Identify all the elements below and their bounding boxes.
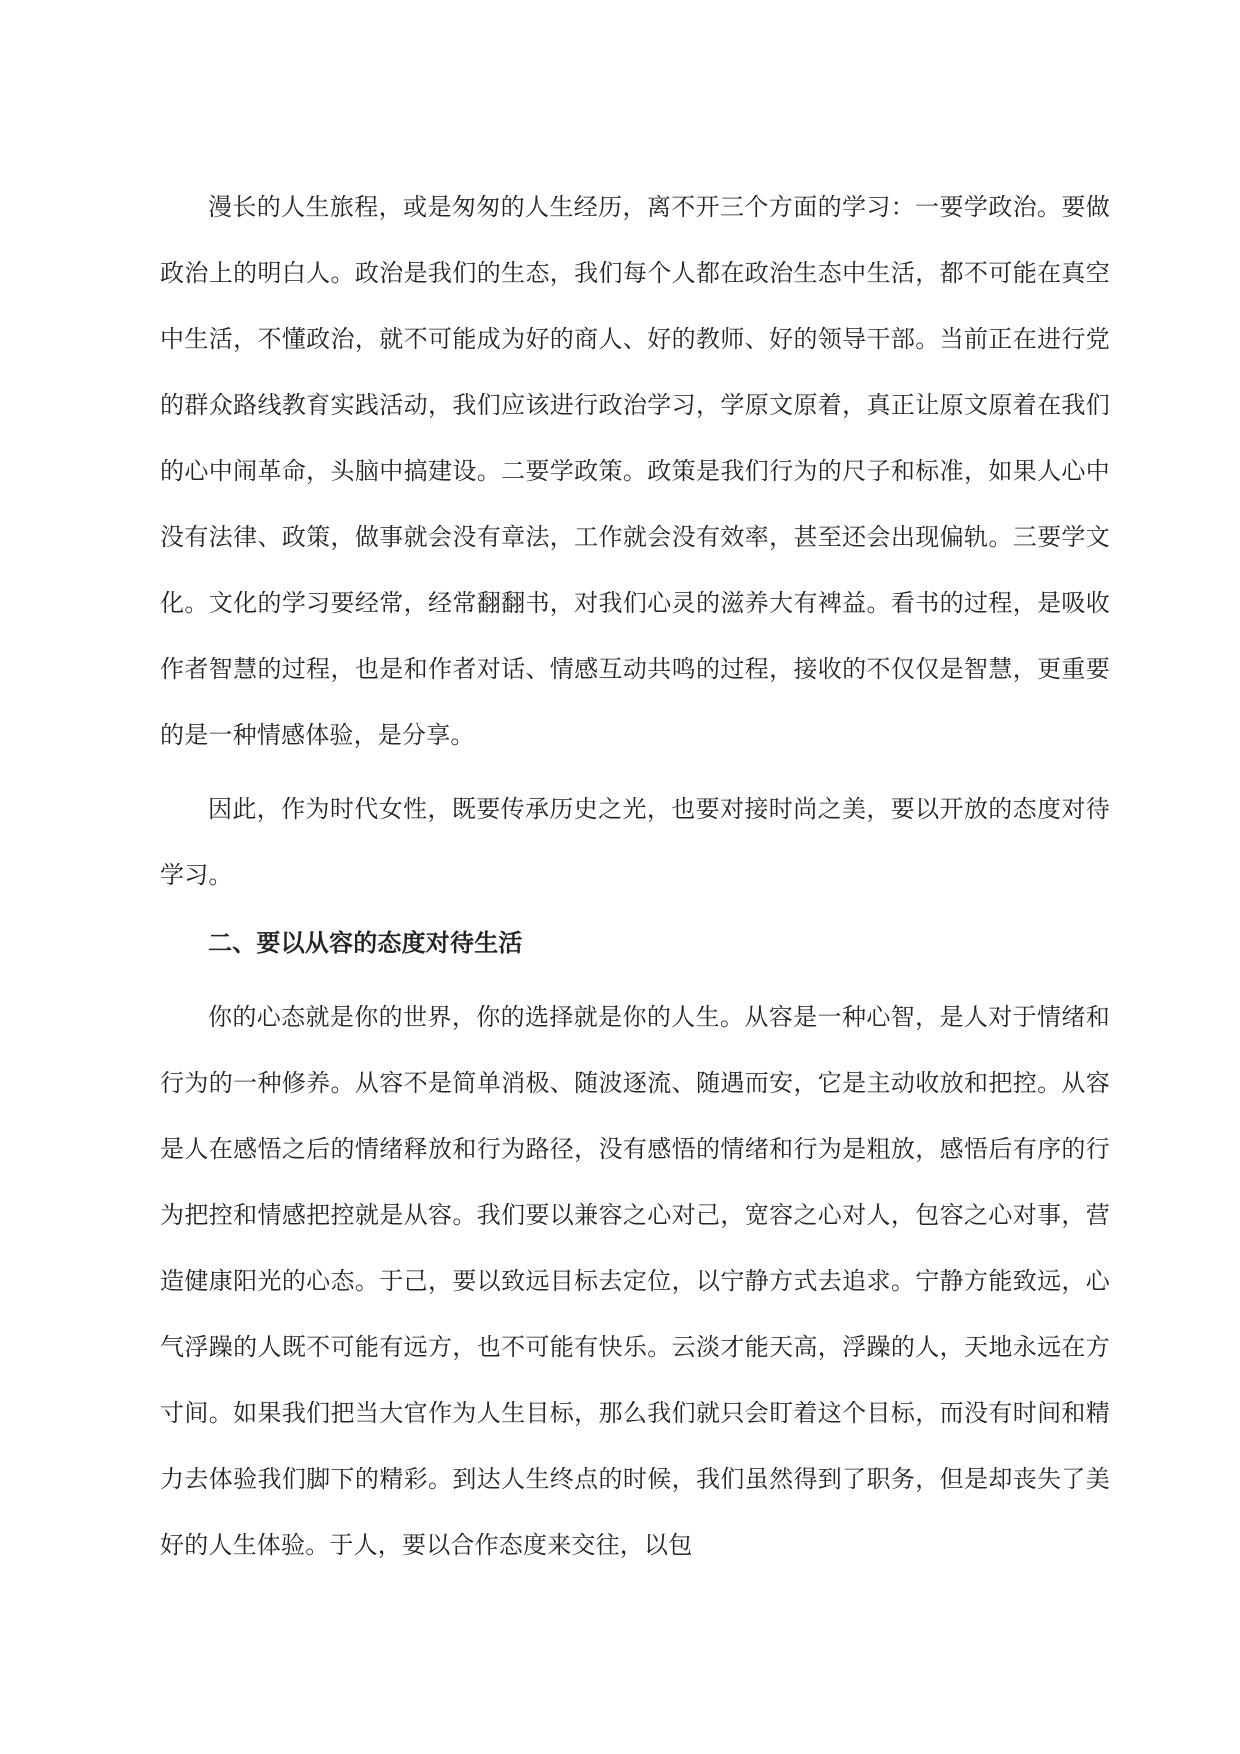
paragraph-conclusion: 因此，作为时代女性，既要传承历史之光，也要对接时尚之美，要以开放的态度对待学习。 — [160, 795, 1110, 889]
paragraph-composure: 你的心态就是你的世界，你的选择就是你的人生。从容是一种心智，是人对于情绪和行为的一种修养。从容不是简单消极、随波逐流、随遇而安，它是主动收放和把控。从容是人在感悟之后的情绪释放和行为路径，没有感悟的情绪和行为是粗放，感悟后有序的行为把控和情感把控就是从容。我们要以兼容之心对己，宽容之心对人，包容之心对事，营造健康阳光的心态。于己，要以致远目标去定位，以宁静方式去追求。宁静方能致远，心气浮躁的人既不可能有远方，也不可能有快乐。云淡才能天高，浮躁的人，天地永远在方寸间。如果我们把当大官作为人生目标，那么我们就只会盯着这个目标，而没有时间和精力去体验我们脚下的精彩。到达人生终点的时候，我们虽然得到了职务，但是却丧失了美好的人生体验。于人，要以合作态度来交往，以包 — [160, 1003, 1110, 1559]
paragraph-learning: 漫长的人生旅程，或是匆匆的人生经历，离不开三个方面的学习：一要学政治。要做政治上的明白人。政治是我们的生态，我们每个人都在政治生态中生活，都不可能在真空中生活，不懂政治，就不可能成为好的商人、好的教师、好的领导干部。当前正在进行党的群众路线教育实践活动，我们应该进行政治学习，学原文原着，真正让原文原着在我们的心中闹革命，头脑中搞建设。二要学政策。政策是我们行为的尺子和标准，如果人心中没有法律、政策，做事就会没有章法，工作就会没有效率，甚至还会出现偏轨。三要学文化。文化的学习要经常，经常翻翻书，对我们心灵的滋养大有裨益。看书的过程，是吸收作者智慧的过程，也是和作者对话、情感互动共鸣的过程，接收的不仅仅是智慧，更重要的是一种情感体验，是分享。 — [160, 193, 1110, 749]
section-heading: 二、要以从容的态度对待生活 — [208, 929, 523, 957]
document-body — [160, 174, 1110, 1578]
